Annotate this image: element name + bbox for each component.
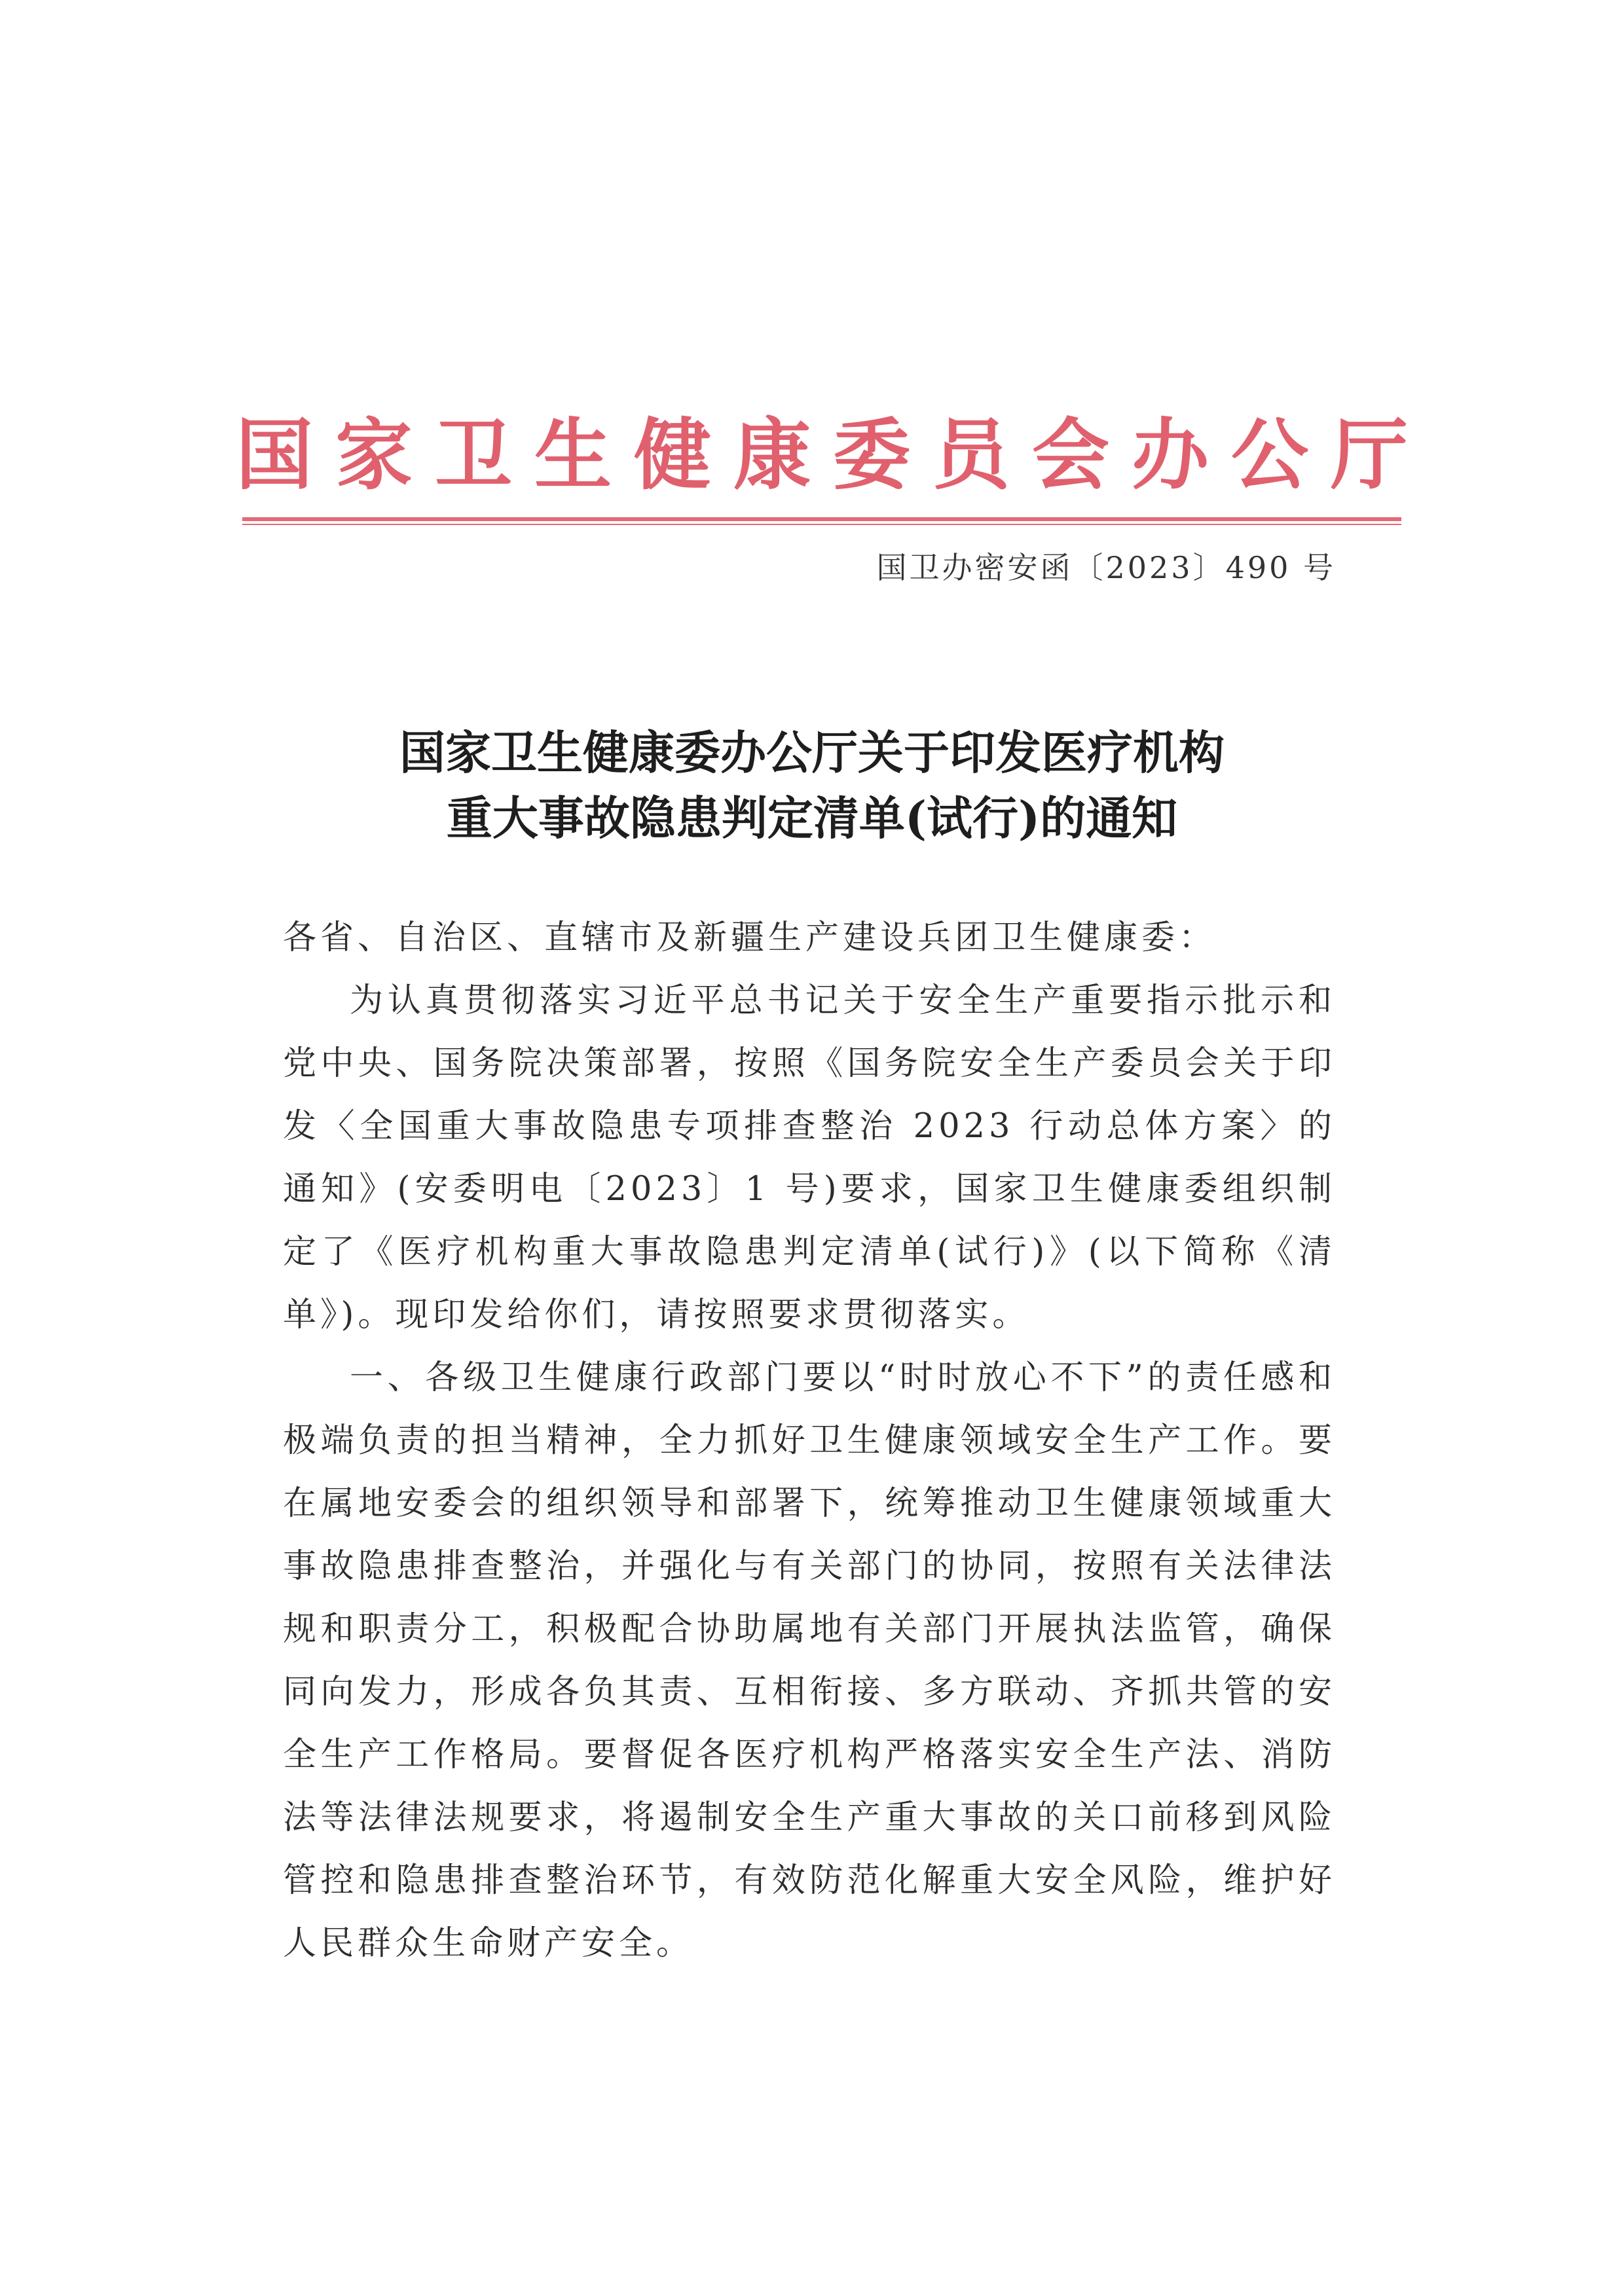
red-rule-thick-line [242,517,1401,521]
salutation: 各省、自治区、直辖市及新疆生产建设兵团卫生健康委： [283,919,1217,957]
document-title-line-1: 国家卫生健康委办公厅关于印发医疗机构 [399,725,1225,780]
document-number: 国卫办密安函〔2023〕490 号 [876,550,1336,585]
document-body [283,907,1336,1975]
red-rule-thin-line [242,524,1401,525]
letterhead-issuer: 国家卫生健康委员会办公厅 [236,409,1408,500]
paragraph-item-1: 一、各级卫生健康行政部门要以“时时放心不下”的责任感和极端负责的担当精神，全力抓好卫生健康领域安全生产工作。要在属地安委会的组织领导和部署下，统筹推动卫生健康领域重大事故隐患排查整治，并强化与有关部门的协同，按照有关法律法规和职责分工，积极配合协助属地有关部门开展执法监管，确保同向发力，形成各负其责、互相衔接、多方联动、齐抓共管的安全生产工作格局。要督促各医疗机构严格落实安全生产法、消防法等法律法规要求，将遏制安全生产重大事故的关口前移到风险管控和隐患排查整治环节，有效防范化解重大安全风险，维护好人民群众生命财产安全。 [283,1358,1336,1963]
red-divider-rule [242,517,1401,526]
document-title-line-2: 重大事故隐患判定清单(试行)的通知 [446,791,1178,845]
document-title [196,720,1428,851]
paragraph-intro: 为认真贯彻落实习近平总书记关于安全生产重要指示批示和党中央、国务院决策部署，按照《国务院安全生产委员会关于印发〈全国重大事故隐患专项排查整治 2023 行动总体方案〉的通知》(安委明电〔2023〕1 号)要求，国家卫生健康委组织制定了《医疗机构重大事故隐患判定清单(试行)》(以下简称《清单》)。现印发给你们，请按照要求贯彻落实。 [283,981,1336,1334]
